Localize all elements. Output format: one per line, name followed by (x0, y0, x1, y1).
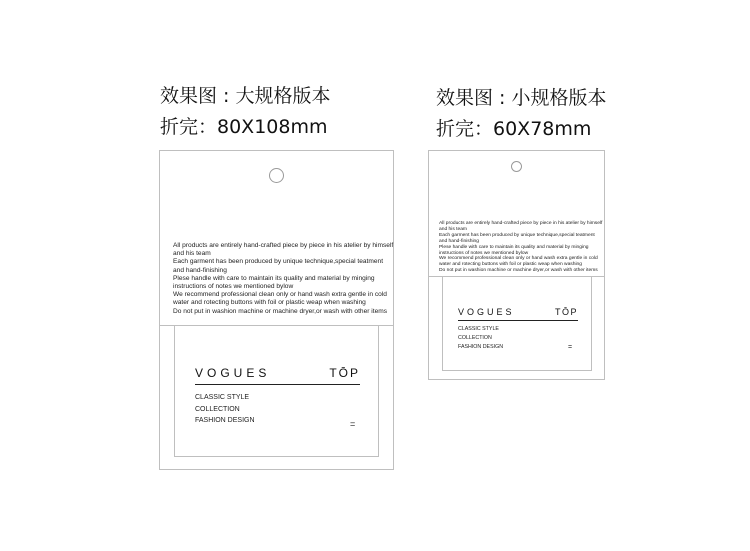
care-line: We recommend professional clean only or hand wash extra gentle in cold (439, 256, 598, 262)
care-line: Do not put in washion machine or machine dryer,or wash with other items (439, 268, 598, 274)
meta-line: CLASSIC STYLE (458, 326, 499, 332)
small-tag-preview (428, 150, 605, 380)
meta-line: FASHION DESIGN (458, 344, 504, 350)
brand-name-right: TŌP (329, 366, 360, 380)
brand-underline (195, 384, 360, 385)
small-fold-panel (442, 276, 592, 371)
care-line: and his team (173, 250, 211, 258)
large-collection-text (195, 392, 255, 427)
large-tag-preview (159, 150, 394, 470)
large-version-size: 折完：80X108mm (160, 116, 328, 138)
meta-line: COLLECTION (458, 335, 492, 341)
care-line: All products are entirely hand-crafted piece by piece in his atelier by himself (173, 242, 394, 249)
meta-line: FASHION DESIGN (195, 417, 255, 424)
small-tag-hole-icon (511, 161, 522, 172)
care-line: water and rotecting buttons with foil or plastic weap when washing (439, 262, 582, 268)
small-version-size: 折完：60X78mm (436, 118, 592, 140)
brand-name-right: TŌP (554, 307, 578, 317)
small-version-title: 效果图 : 小规格版本 (436, 87, 607, 109)
small-collection-text (458, 325, 503, 352)
care-line: water and rotecting buttons with foil or plastic weap when washing (173, 299, 366, 307)
small-care-text (439, 221, 602, 274)
small-equals-mark: = (568, 344, 573, 351)
large-version-title: 效果图 : 大规格版本 (160, 85, 331, 107)
care-line: All products are entirely hand-crafted piece by piece in his atelier by himself (439, 221, 603, 226)
care-line: and his team (439, 226, 468, 232)
large-fold-panel (174, 325, 379, 457)
small-brand-mark (458, 307, 578, 323)
large-care-text (173, 242, 393, 316)
care-line: Plese handle with care to maintain its quality and material by minging (439, 244, 589, 250)
brand-name-left: VOGUES (458, 307, 515, 317)
care-line: Each garment has been produced by unique technique,special teatment (173, 258, 384, 266)
meta-line: COLLECTION (195, 405, 240, 413)
large-brand-mark (195, 366, 360, 386)
care-line: We recommend professional clean only or hand wash extra gentle in cold (173, 291, 387, 299)
care-line: Each garment has been produced by unique technique,special teatment (439, 232, 595, 238)
care-line: instructions of notes we mentioned bylow (173, 283, 294, 291)
large-tag-hole-icon (269, 168, 284, 183)
meta-line: CLASSIC STYLE (195, 394, 250, 401)
care-line: Do not put in washion machine or machine dryer,or wash with other items (173, 307, 388, 315)
care-line: and hand-finishing (439, 238, 479, 244)
large-equals-mark: = (350, 419, 356, 429)
brand-name-left: VOGUES (195, 366, 271, 380)
brand-underline (458, 320, 578, 321)
care-line: and hand-finishing (173, 266, 227, 274)
care-line: Plese handle with care to maintain its quality and material by minging (173, 274, 375, 282)
care-line: instructions of notes we mentioned bylow (439, 250, 529, 256)
